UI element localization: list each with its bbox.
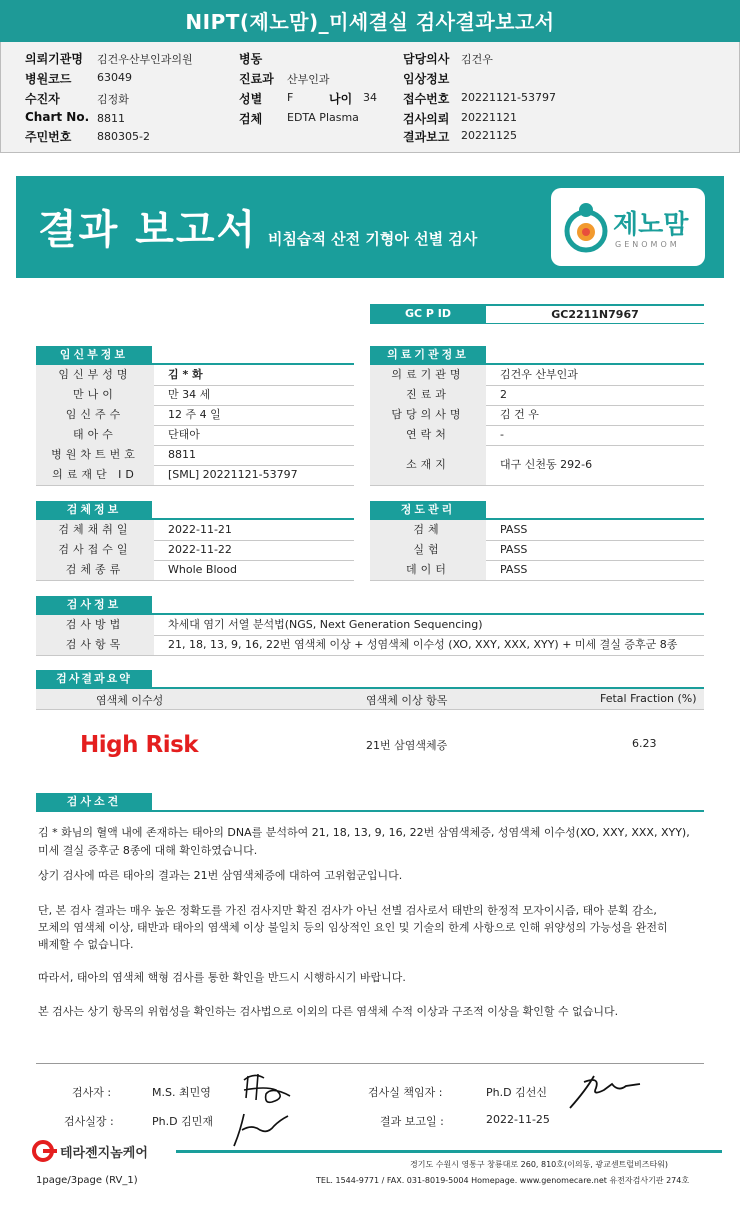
row-value: 21, 18, 13, 9, 16, 22번 염색체 이상 + 성염색체 이수성 (XO, XXY, XXX, XYY) + 미세 결실 증후군 8종 bbox=[168, 638, 678, 651]
header-value: 20221125 bbox=[461, 129, 517, 142]
table-row bbox=[36, 520, 354, 541]
table-row bbox=[370, 425, 704, 446]
header-label: 수진자 bbox=[25, 92, 60, 106]
row-label: 만나이 bbox=[36, 385, 154, 405]
table-row bbox=[370, 365, 704, 386]
row-label: 임신부성명 bbox=[36, 365, 154, 385]
row-label: 연락처 bbox=[370, 425, 486, 445]
row-value: - bbox=[500, 428, 504, 441]
row-value: 김건우 산부인과 bbox=[500, 368, 578, 381]
report-date-label: 결과 보고일 : bbox=[380, 1115, 444, 1128]
row-value: 8811 bbox=[168, 448, 196, 461]
header-value: EDTA Plasma bbox=[287, 111, 359, 124]
row-value: 김 * 화 bbox=[168, 368, 203, 381]
row-label: 실험 bbox=[370, 540, 486, 560]
row-value: 김 건 우 bbox=[500, 408, 539, 421]
result-banner bbox=[16, 176, 724, 278]
header-value: 김건우 bbox=[461, 53, 493, 66]
finding-line: 김 * 화님의 혈액 내에 존재하는 태아의 DNA를 분석하여 21, 18, 13, 9, 16, 22번 삼염색체증, 성염색체 이수성(XO, XXY, XXX, XYY), bbox=[38, 826, 690, 839]
row-label: 검체 bbox=[370, 520, 486, 540]
table-row bbox=[36, 540, 354, 561]
table-row bbox=[36, 425, 354, 446]
section-divider bbox=[36, 810, 704, 812]
row-label: 병원차트번호 bbox=[36, 445, 154, 465]
header-label: 의뢰기관명 bbox=[25, 52, 83, 66]
row-value: Whole Blood bbox=[168, 563, 237, 576]
header-info bbox=[0, 42, 740, 153]
header-label: 성별 bbox=[239, 92, 263, 106]
finding-line: 따라서, 태아의 염색체 핵형 검사를 통한 확인을 반드시 시행하시기 바랍니다. bbox=[38, 971, 406, 984]
row-label: 검체종류 bbox=[36, 560, 154, 580]
row-value: PASS bbox=[500, 543, 528, 556]
row-label: 진료과 bbox=[370, 385, 486, 405]
examiner-label: 검사자 : bbox=[72, 1086, 112, 1099]
row-label: 의료기관명 bbox=[370, 365, 486, 385]
section-pregnant-heading: 임신부정보 bbox=[36, 346, 152, 363]
row-value: PASS bbox=[500, 523, 528, 536]
header-label: 접수번호 bbox=[403, 92, 450, 106]
terragen-logo-icon bbox=[32, 1140, 58, 1162]
table-row bbox=[36, 635, 704, 656]
footer-address: 경기도 수원시 영통구 창룡대로 260, 810호(이의동, 광교센트럴비즈타워) bbox=[410, 1160, 669, 1169]
table-row bbox=[36, 405, 354, 426]
row-value: 만 34 세 bbox=[168, 388, 211, 401]
director-name: Ph.D 김민재 bbox=[152, 1115, 213, 1128]
row-label: 소재지 bbox=[370, 445, 486, 485]
row-value: 2022-11-22 bbox=[168, 543, 232, 556]
row-label: 태아수 bbox=[36, 425, 154, 445]
row-label: 임신주수 bbox=[36, 405, 154, 425]
row-value: [SML] 20221121-53797 bbox=[168, 468, 298, 481]
table-row bbox=[370, 520, 704, 541]
table-row bbox=[36, 465, 354, 486]
gcp-id-label: GC P ID bbox=[370, 304, 486, 324]
finding-line: 본 검사는 상기 항목의 위험성을 확인하는 검사법으로 이외의 다른 염색체 수적 이상과 구조적 이상을 확인할 수 없습니다. bbox=[38, 1005, 619, 1018]
header-label: 진료과 bbox=[239, 72, 274, 86]
row-label: 검사접수일 bbox=[36, 540, 154, 560]
row-label: 의료재단 ID bbox=[36, 465, 154, 485]
summary-header-row bbox=[36, 689, 704, 710]
finding-line: 미세 결실 증후군 8종에 대해 확인하였습니다. bbox=[38, 844, 258, 857]
row-label: 검사항목 bbox=[36, 635, 154, 655]
header-value: 20221121-53797 bbox=[461, 91, 556, 104]
table-row bbox=[36, 385, 354, 406]
row-label: 검사방법 bbox=[36, 615, 154, 635]
section-summary-heading: 검사결과요약 bbox=[36, 670, 152, 687]
header-label: Chart No. bbox=[25, 110, 90, 124]
row-value: 단태아 bbox=[168, 428, 200, 441]
footer-contact: TEL. 1544-9771 / FAX. 031-8019-5004 Homepage. www.genomecare.net 유전자검사기관 274호 bbox=[316, 1176, 690, 1185]
report-date: 2022-11-25 bbox=[486, 1113, 550, 1126]
header-label: 나이 bbox=[329, 92, 353, 106]
row-value: 차세대 염기 서열 분석법(NGS, Next Generation Sequencing) bbox=[168, 618, 483, 631]
report-title: NIPT(제노맘)_미세결실 검사결과보고서 bbox=[0, 0, 740, 42]
header-value: 63049 bbox=[97, 71, 132, 84]
table-row bbox=[370, 445, 704, 486]
signature-divider bbox=[36, 1063, 704, 1064]
header-value: 김정화 bbox=[97, 93, 129, 106]
row-label: 담당의사명 bbox=[370, 405, 486, 425]
logo-wordmark: 제노맘 bbox=[613, 210, 689, 240]
table-row bbox=[36, 615, 704, 636]
header-value: F bbox=[287, 91, 294, 104]
table-row bbox=[370, 540, 704, 561]
header-value: 산부인과 bbox=[287, 73, 330, 86]
examiner-signature bbox=[236, 1068, 298, 1108]
section-institution-heading: 의료기관정보 bbox=[370, 346, 486, 363]
finding-line: 단, 본 검사 결과는 매우 높은 정확도를 가진 검사지만 확진 검사가 아닌 선별 검사로서 태반의 한정적 모자이시즘, 태아 분획 감소, bbox=[38, 904, 657, 917]
header-value: 20221121 bbox=[461, 111, 517, 124]
chief-signature bbox=[566, 1070, 644, 1112]
banner-title: 결과 보고서 bbox=[38, 207, 258, 253]
header-label: 주민번호 bbox=[25, 130, 72, 144]
finding-line: 상기 검사에 따른 태아의 결과는 21번 삼염색체증에 대하여 고위험군입니다. bbox=[38, 869, 403, 882]
finding-line: 모체의 염색체 이상, 태반과 태아의 염색체 이상 불일치 등의 임상적인 요인 및 기술의 한계 사항으로 인해 위양성의 가능성을 완전히 bbox=[38, 921, 668, 934]
header-label: 검체 bbox=[239, 112, 263, 126]
header-value: 김건우산부인과의원 bbox=[97, 53, 193, 66]
section-testinfo-heading: 검사정보 bbox=[36, 596, 152, 613]
risk-result: High Risk bbox=[80, 732, 199, 758]
director-signature bbox=[230, 1104, 292, 1150]
company-name: 테라젠지놈케어 bbox=[60, 1146, 148, 1161]
table-row bbox=[36, 365, 354, 386]
header-label: 병원코드 bbox=[25, 72, 72, 86]
page-indicator: 1page/3page (RV_1) bbox=[36, 1175, 138, 1186]
row-value: PASS bbox=[500, 563, 528, 576]
row-value: 대구 신천동 292-6 bbox=[500, 458, 593, 471]
header-label: 임상정보 bbox=[403, 72, 450, 86]
header-value: 34 bbox=[363, 91, 377, 104]
examiner-name: M.S. 최민영 bbox=[152, 1086, 211, 1099]
director-label: 검사실장 : bbox=[64, 1115, 114, 1128]
section-specimen-heading: 검체정보 bbox=[36, 501, 152, 518]
header-value: 880305-2 bbox=[97, 130, 150, 143]
table-row bbox=[36, 560, 354, 581]
abnormality-item: 21번 삼염색체증 bbox=[366, 739, 448, 752]
finding-line: 배제할 수 없습니다. bbox=[38, 938, 134, 951]
fetal-fraction-value: 6.23 bbox=[632, 737, 657, 750]
row-value: 2 bbox=[500, 388, 507, 401]
summary-col-aneuploidy: 염색체 이수성 bbox=[96, 694, 164, 707]
logo-subtext: GENOMOM bbox=[615, 240, 680, 249]
summary-col-fetal-fraction: Fetal Fraction (%) bbox=[600, 692, 697, 705]
row-value: 12 주 4 일 bbox=[168, 408, 221, 421]
row-value: 2022-11-21 bbox=[168, 523, 232, 536]
genomom-logo-icon bbox=[561, 200, 611, 254]
header-value: 8811 bbox=[97, 112, 125, 125]
gcp-id-value: GC2211N7967 bbox=[486, 304, 704, 324]
row-label: 검체채취일 bbox=[36, 520, 154, 540]
banner-subtitle: 비침습적 산전 기형아 선별 검사 bbox=[268, 230, 478, 248]
chief-label: 검사실 책임자 : bbox=[368, 1086, 443, 1099]
row-label: 데이터 bbox=[370, 560, 486, 580]
header-label: 병동 bbox=[239, 52, 263, 66]
header-label: 결과보고 bbox=[403, 130, 450, 144]
table-row bbox=[370, 405, 704, 426]
footer-line bbox=[176, 1150, 722, 1153]
table-row bbox=[370, 560, 704, 581]
header-label: 검사의뢰 bbox=[403, 112, 450, 126]
genomom-logo bbox=[551, 188, 705, 266]
header-label: 담당의사 bbox=[403, 52, 450, 66]
summary-col-abnormality: 염색체 이상 항목 bbox=[366, 694, 448, 707]
table-row bbox=[370, 385, 704, 406]
table-row bbox=[36, 445, 354, 466]
section-findings-heading: 검사소견 bbox=[36, 793, 152, 810]
section-qc-heading: 정도관리 bbox=[370, 501, 486, 518]
chief-name: Ph.D 김선신 bbox=[486, 1086, 547, 1099]
